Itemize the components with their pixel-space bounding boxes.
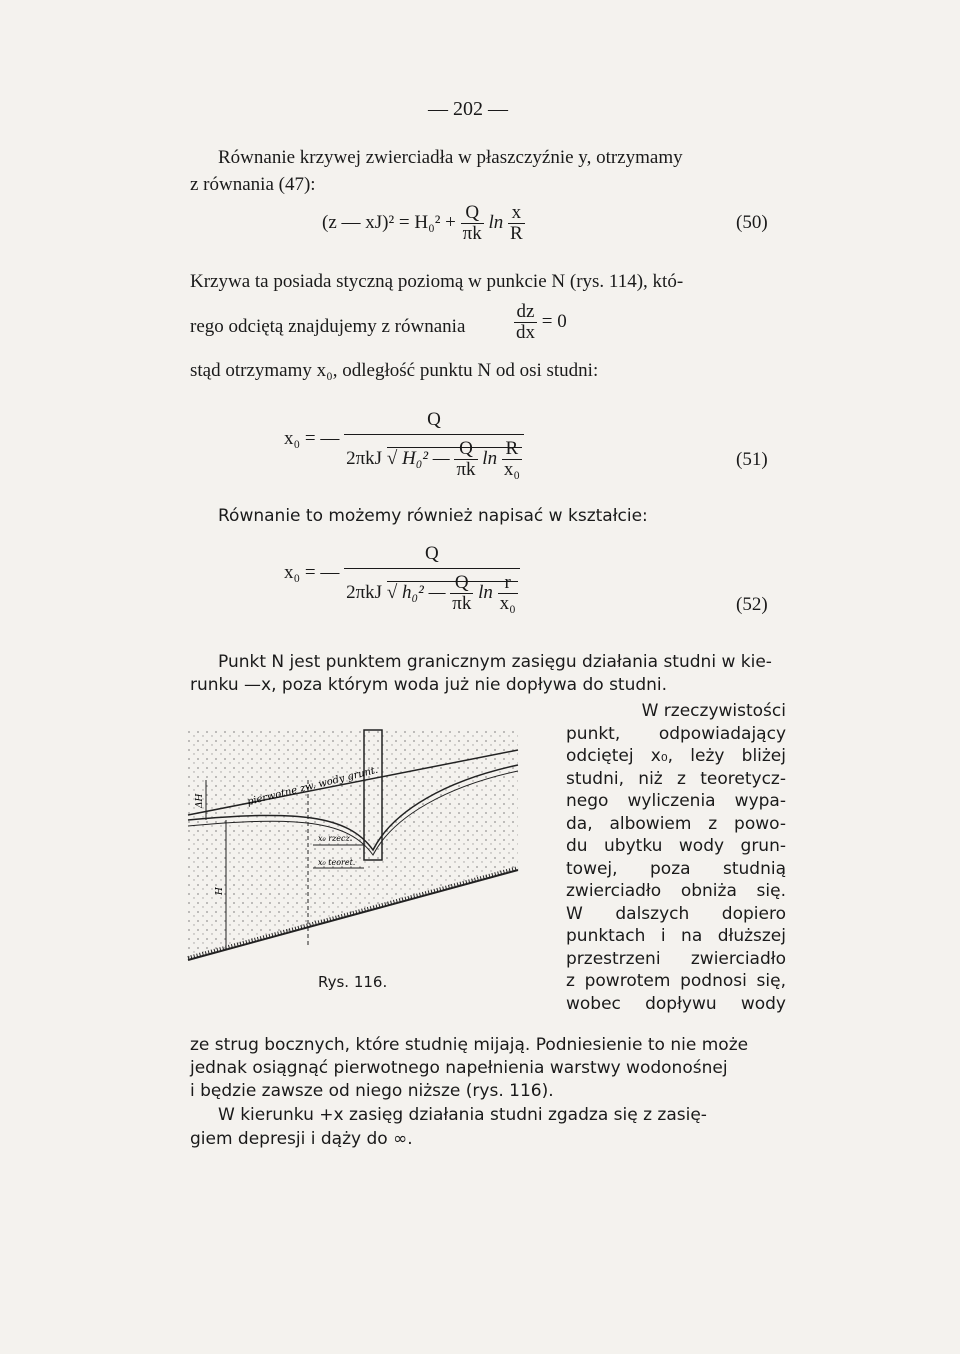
figure-116 [178, 720, 538, 970]
final-line-5: giem depresji i dąży do ∞. [190, 1129, 413, 1149]
wrap-line: studni, niż z teoretycz- [566, 768, 786, 789]
wrapped-paragraph [566, 700, 786, 1015]
equation-dz-dx: $\frac{dz}{dx}$ = 0 [516, 301, 567, 343]
wrap-line: da, albowiem z powo- [566, 813, 786, 834]
wrap-line: zwierciadło obniża się. [566, 881, 786, 901]
eq50-lhs: (z — xJ)² = H₀² + [322, 211, 456, 233]
final-line-3: i będzie zawsze od niego niższe (rys. 116). [190, 1081, 554, 1101]
wrap-line: nego wyliczenia wypa- [566, 791, 786, 811]
wrap-line: z powrotem podnosi się, [566, 971, 786, 991]
wrap-line: punktach i na dłuższej [566, 926, 786, 946]
figure-label-top: pierwotne zw. wody grunt. [246, 764, 380, 808]
equation-51: x₀ = — Q 2πkJ √ H₀² — $\frac{Q}{\pi k}$ ln $\frac{R}{\text{x₀}}$ [284, 410, 524, 480]
figure-label-x2: x₀ teoret. [318, 858, 356, 867]
final-line-1: ze strug bocznych, które studnię mijają. Podniesienie to nie może [190, 1035, 749, 1055]
page-number: — 202 — [428, 98, 508, 120]
wrap-line: du ubytku wody grun- [566, 836, 786, 856]
figure-label-x1: x₀ rzecz. [318, 834, 353, 843]
wrap-line: W rzeczywistości [641, 701, 786, 721]
eq50-fraction: $\frac{Q}{\pi k}$ [462, 202, 482, 244]
para2-line-1: Krzywa ta posiada styczną poziomą w punkcie N (rys. 114), któ- [190, 271, 684, 292]
para2-line-2: rego odciętą znajdujemy z równania [190, 316, 466, 337]
intro-line-1: Równanie krzywej zwierciadła w płaszczyźnie y, otrzymamy [218, 147, 683, 168]
eq50-tag: (50) [736, 212, 768, 233]
para2-line-3: stąd otrzymamy x₀, odległość punktu N od osi studni: [190, 360, 599, 381]
figure-caption: Rys. 116. [318, 973, 388, 991]
eq50-log-fraction: $\frac{x}{R}$ [510, 202, 523, 244]
wrap-line: przestrzeni zwierciadło [566, 948, 786, 969]
wrap-line: towej, poza studnią [566, 858, 786, 879]
mid-line: Równanie to możemy również napisać w kształcie: [218, 506, 648, 526]
figure-label-dh: ΔH [195, 793, 205, 808]
eq52-tag: (52) [736, 594, 768, 615]
equation-52: x₀ = — Q 2πkJ √ h₀² — $\frac{Q}{\pi k}$ ln $\frac{r}{\text{x₀}}$ [284, 544, 520, 614]
wrap-line: wobec dopływu wody [566, 993, 786, 1014]
intro-line-2: z równania (47): [190, 174, 316, 195]
final-line-2: jednak osiągnąć pierwotnego napełnienia warstwy wodonośnej [190, 1058, 728, 1078]
wrap-line: punkt, odpowiadający [566, 723, 786, 744]
final-line-4: W kierunku +x zasięg działania studni zgadza się z zasię- [218, 1105, 707, 1125]
figure-label-h: H [215, 887, 225, 895]
equation-50: (z — xJ)² = H₀² + $\frac{Q}{\pi k}$ ln $\frac{x}{R}$ [322, 202, 523, 244]
eq51-tag: (51) [736, 449, 768, 470]
wrap-line: odciętej x₀, leży bliżej [566, 746, 786, 766]
para3-line-1: Punkt N jest punktem granicznym zasięgu działania studni w kie- [218, 652, 772, 672]
wrap-line: W dalszych dopiero [566, 903, 786, 924]
para3-line-2: runku —x, poza którym woda już nie dopływa do studni. [190, 675, 668, 695]
